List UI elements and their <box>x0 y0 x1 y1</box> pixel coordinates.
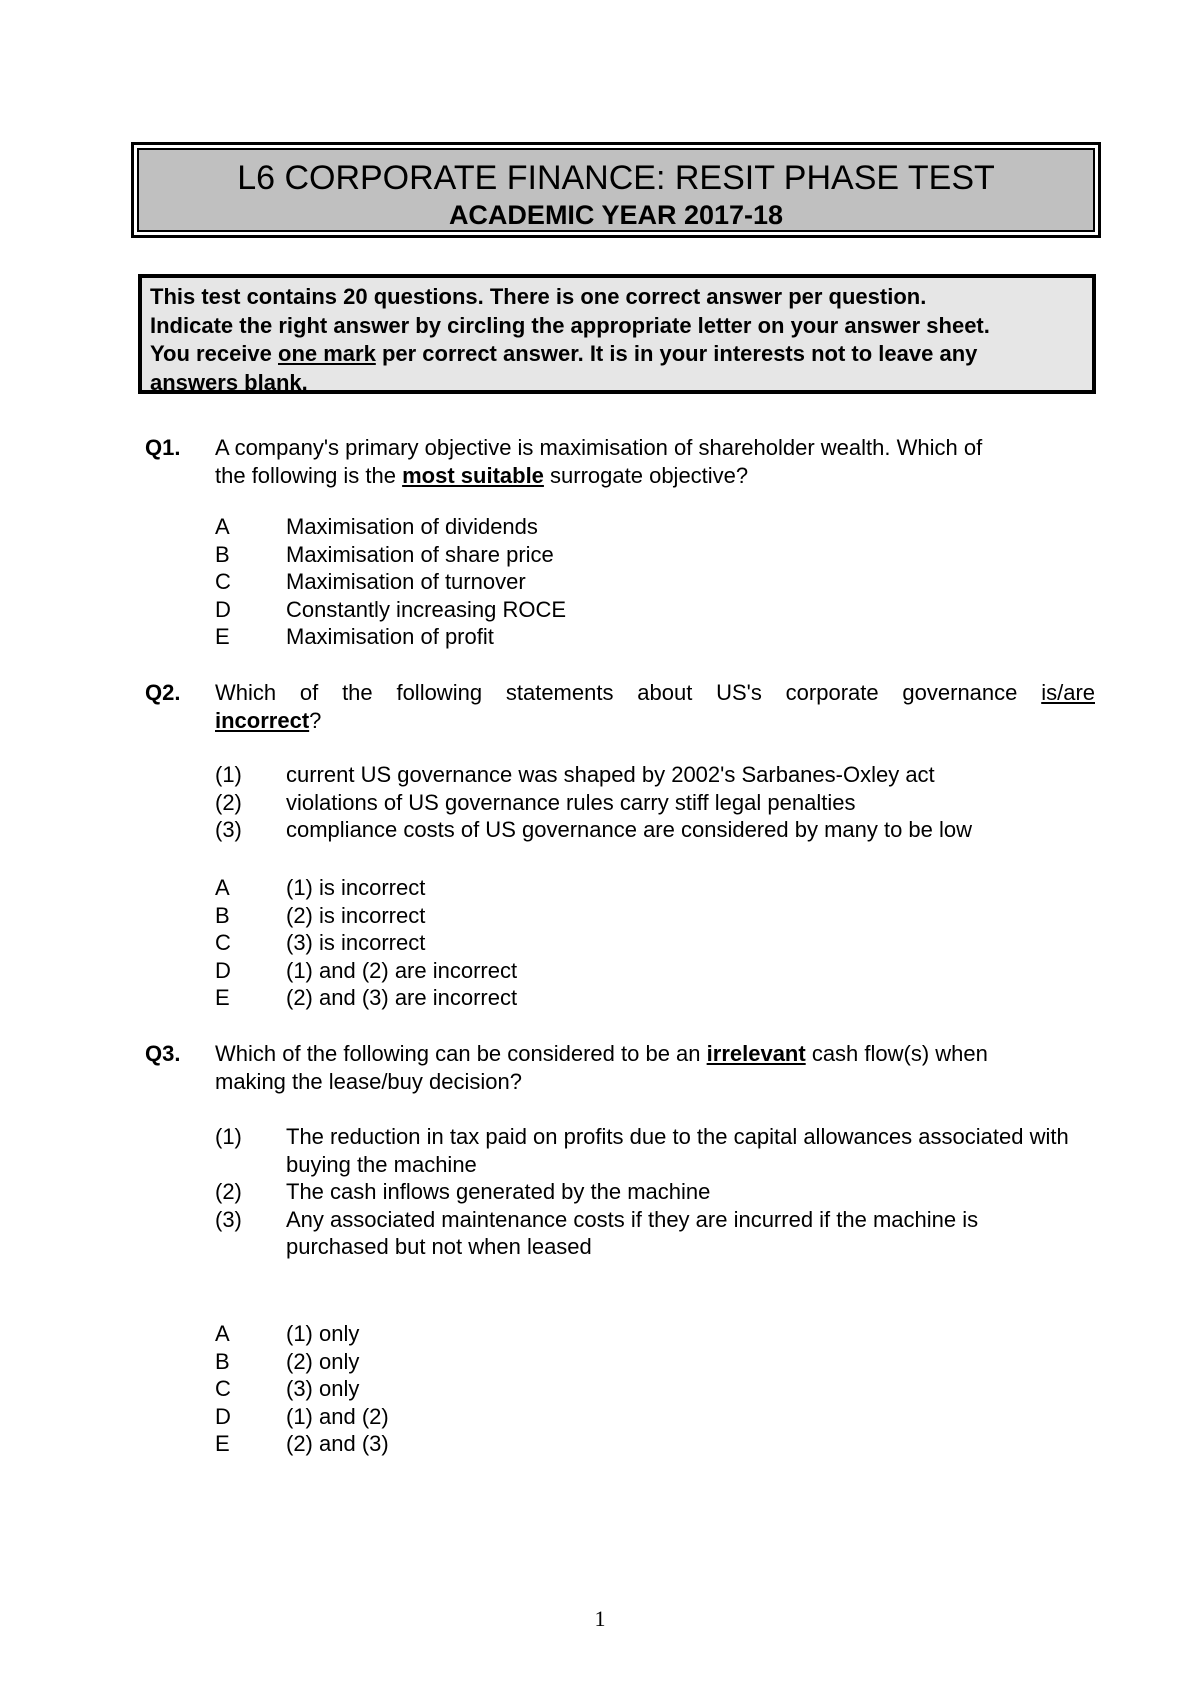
question-text-part: Which of the following statements about US's corporate governance <box>215 680 1042 705</box>
option-text: (2) only <box>286 1348 360 1374</box>
instructions-line: answers blank. <box>150 369 308 395</box>
question-text-part: ? <box>309 708 322 733</box>
question-emphasis: most suitable <box>402 463 544 488</box>
q3-statements <box>215 1123 1095 1261</box>
option-text: Constantly increasing ROCE <box>286 596 567 622</box>
option-text: (3) only <box>286 1376 360 1401</box>
answer-option <box>215 1403 1095 1431</box>
question-text <box>215 679 1095 735</box>
answer-option <box>215 874 1095 902</box>
option-text: (1) is incorrect <box>286 875 426 900</box>
option-text: (3) is incorrect <box>286 930 426 955</box>
answer-option <box>215 541 1095 569</box>
option-text: (2) and (3) are incorrect <box>286 985 518 1010</box>
option-letter: B <box>215 902 230 928</box>
question-text-part: surrogate objective? <box>543 463 749 488</box>
page-subtitle: ACADEMIC YEAR 2017-18 <box>448 200 784 230</box>
statement-label: (2) <box>215 789 242 815</box>
question-text-part: cash flow(s) when <box>805 1041 988 1066</box>
option-letter: D <box>215 1403 231 1429</box>
q2-statements <box>215 761 1095 844</box>
question-emphasis: incorrect <box>215 708 310 733</box>
statement-label: (1) <box>215 1124 242 1149</box>
instructions-line: This test contains 20 questions. There is one correct answer per question. <box>150 284 927 309</box>
answer-option <box>215 623 1095 651</box>
option-letter: C <box>215 930 231 955</box>
question-text <box>215 1040 1095 1096</box>
statement-text: violations of US governance rules carry stiff legal penalties <box>286 789 856 815</box>
statement-label: (2) <box>215 1179 242 1204</box>
statement-item <box>215 789 1095 817</box>
statement-item <box>215 1178 1095 1206</box>
answer-option <box>215 1348 1095 1376</box>
statement-item <box>215 761 1095 789</box>
question-emphasis: is/are <box>1041 680 1095 705</box>
instructions-emphasis: one mark <box>278 341 376 366</box>
answer-option <box>215 596 1095 624</box>
answer-option <box>215 1430 1095 1458</box>
answer-option <box>215 957 1095 985</box>
statement-label: (3) <box>215 1206 242 1232</box>
question-number: Q1. <box>145 435 181 460</box>
answer-option <box>215 984 1095 1012</box>
option-letter: A <box>215 1321 230 1346</box>
option-letter: C <box>215 569 231 594</box>
statement-text: compliance costs of US governance are considered by many to be low <box>286 817 973 842</box>
option-text: (2) is incorrect <box>286 902 426 928</box>
option-text: Maximisation of share price <box>286 541 554 567</box>
statement-item <box>215 1206 1095 1261</box>
option-text: (1) only <box>286 1321 360 1346</box>
option-letter: D <box>215 957 231 983</box>
instructions-line <box>150 340 1084 369</box>
option-letter: E <box>215 1431 230 1456</box>
answer-option <box>215 1375 1095 1403</box>
statement-label: (1) <box>215 762 242 787</box>
question-text-part: the following is the <box>215 463 403 488</box>
question-text <box>215 434 1095 490</box>
instructions-text: You receive <box>150 341 278 366</box>
option-letter: D <box>215 596 231 622</box>
instructions-box <box>138 274 1096 394</box>
option-letter: E <box>215 624 230 649</box>
title-box <box>131 142 1101 238</box>
question-number: Q3. <box>145 1041 181 1066</box>
question-text-line: making the lease/buy decision? <box>215 1069 522 1094</box>
option-letter: A <box>215 514 230 539</box>
answer-option <box>215 1320 1095 1348</box>
statement-text: The reduction in tax paid on profits due to the capital allowances associated with buying the machine <box>286 1124 1069 1177</box>
question-emphasis: irrelevant <box>706 1041 806 1066</box>
answer-option <box>215 568 1095 596</box>
option-letter: E <box>215 985 230 1010</box>
question-text-line: A company's primary objective is maximisation of shareholder wealth. Which of <box>215 435 983 460</box>
statement-text: current US governance was shaped by 2002's Sarbanes-Oxley act <box>286 762 935 787</box>
option-text: Maximisation of turnover <box>286 569 526 594</box>
answer-option <box>215 902 1095 930</box>
question-text-line <box>215 1040 1095 1068</box>
answer-option <box>215 513 1095 541</box>
instructions-line: Indicate the right answer by circling the appropriate letter on your answer sheet. <box>150 312 990 338</box>
q2-options <box>215 874 1095 1012</box>
page-title: L6 CORPORATE FINANCE: RESIT PHASE TEST <box>237 159 995 197</box>
question-text-line <box>215 462 1095 490</box>
question-text-part: Which of the following can be considered to be an <box>215 1041 707 1066</box>
option-text: (1) and (2) are incorrect <box>286 957 518 983</box>
instructions-text: per correct answer. It is in your interests not to leave any <box>375 341 978 366</box>
statement-label: (3) <box>215 817 242 842</box>
page-number: 1 <box>594 1606 606 1631</box>
statement-item <box>215 816 1095 844</box>
question-number: Q2. <box>145 680 181 705</box>
q1-options <box>215 513 1095 651</box>
answer-option <box>215 929 1095 957</box>
option-letter: B <box>215 541 230 567</box>
option-letter: A <box>215 875 230 900</box>
option-text: (1) and (2) <box>286 1403 389 1429</box>
statement-text: Any associated maintenance costs if they are incurred if the machine is purchased but not when leased <box>286 1206 979 1259</box>
statement-text: The cash inflows generated by the machine <box>286 1179 711 1204</box>
option-text: Maximisation of dividends <box>286 514 538 539</box>
option-letter: C <box>215 1376 231 1401</box>
question-text-line <box>215 679 1095 707</box>
question-text-line <box>215 707 1095 735</box>
statement-item <box>215 1123 1095 1178</box>
option-letter: B <box>215 1348 230 1374</box>
title-panel <box>137 148 1095 232</box>
option-text: Maximisation of profit <box>286 624 494 649</box>
q3-options <box>215 1320 1095 1458</box>
option-text: (2) and (3) <box>286 1431 389 1456</box>
